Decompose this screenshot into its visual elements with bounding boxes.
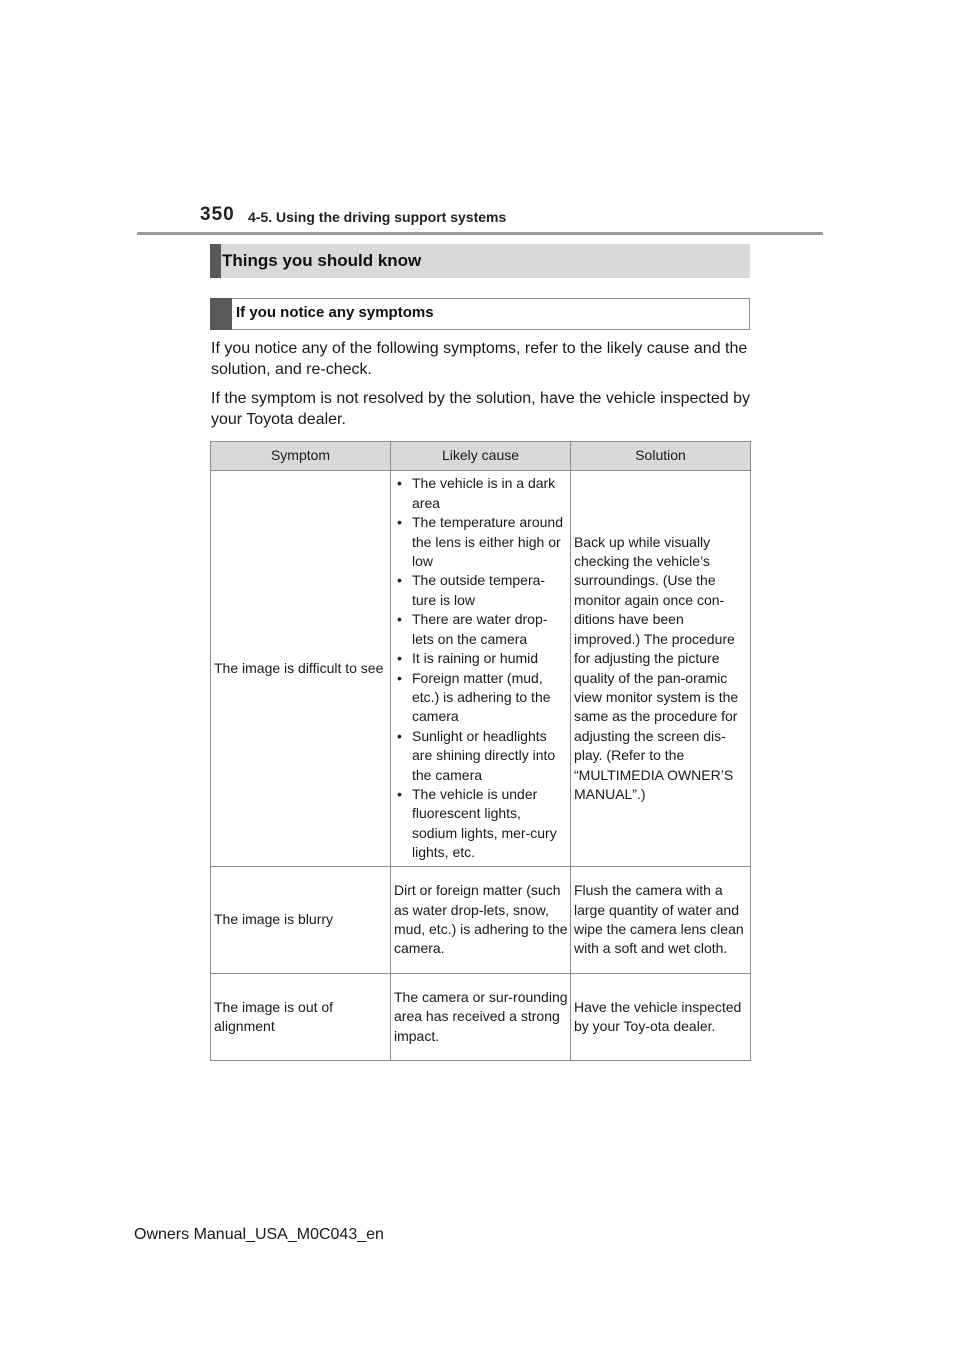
list-item: • The vehicle is under fluorescent lights, sodium lights, mer-cury lights, etc. [394,785,568,863]
cause-cell: The camera or sur-rounding area has received a strong impact. [391,974,571,1061]
header-solution: Solution [571,442,751,471]
table-row [211,867,751,974]
symptom-table [210,441,751,1061]
list-item: • The vehicle is in a dark area [394,474,568,513]
subheading-title: If you notice any symptoms [236,304,434,321]
heading-marker [210,244,221,278]
table-header-row [211,442,751,471]
section-title: 4-5. Using the driving support systems [248,209,507,225]
cause-cell [391,471,571,867]
cause-cell: Dirt or foreign matter (such as water drop-lets, snow, mud, etc.) is adhering to the camera. [391,867,571,974]
heading-bar [210,244,750,278]
header-divider [137,232,823,235]
symptom-cell: The image is blurry [211,867,391,974]
symptom-cell: The image is out of alignment [211,974,391,1061]
table-row [211,471,751,867]
header-likely-cause: Likely cause [391,442,571,471]
symptom-cell: The image is difficult to see [211,471,391,867]
solution-cell: Back up while visually checking the vehicle’s surroundings. (Use the monitor again once con-ditions have been improved.) The procedure for adjusting the picture quality of the pan-oramic view monitor system is the same as the procedure for adjusting the screen dis-play. (Refer to the “MULTIMEDIA OWNER’S MANUAL”.) [571,471,751,867]
cause-list [394,474,568,862]
subheading-marker [210,298,232,330]
list-item: • Foreign matter (mud, etc.) is adhering to the camera [394,669,568,727]
page-number: 350 [200,204,235,225]
heading-title: Things you should know [222,251,422,270]
list-item: • There are water drop-lets on the camera [394,610,568,649]
solution-cell: Flush the camera with a large quantity of water and wipe the camera lens clean with a soft and wet cloth. [571,867,751,974]
solution-cell: Have the vehicle inspected by your Toy-ota dealer. [571,974,751,1061]
header-symptom: Symptom [211,442,391,471]
intro-paragraph: If you notice any of the following symptoms, refer to the likely cause and the solution, and re-check. [211,340,748,378]
list-item: • The temperature around the lens is either high or low [394,513,568,571]
table-row [211,974,751,1061]
list-item: • The outside tempera-ture is low [394,571,568,610]
footer-document-id: Owners Manual_USA_M0C043_en [134,1226,384,1243]
subheading-bar [210,298,750,330]
list-item: • It is raining or humid [394,649,568,668]
dealer-paragraph: If the symptom is not resolved by the solution, have the vehicle inspected by your Toyota dealer. [211,390,750,428]
list-item: • Sunlight or headlights are shining directly into the camera [394,727,568,785]
